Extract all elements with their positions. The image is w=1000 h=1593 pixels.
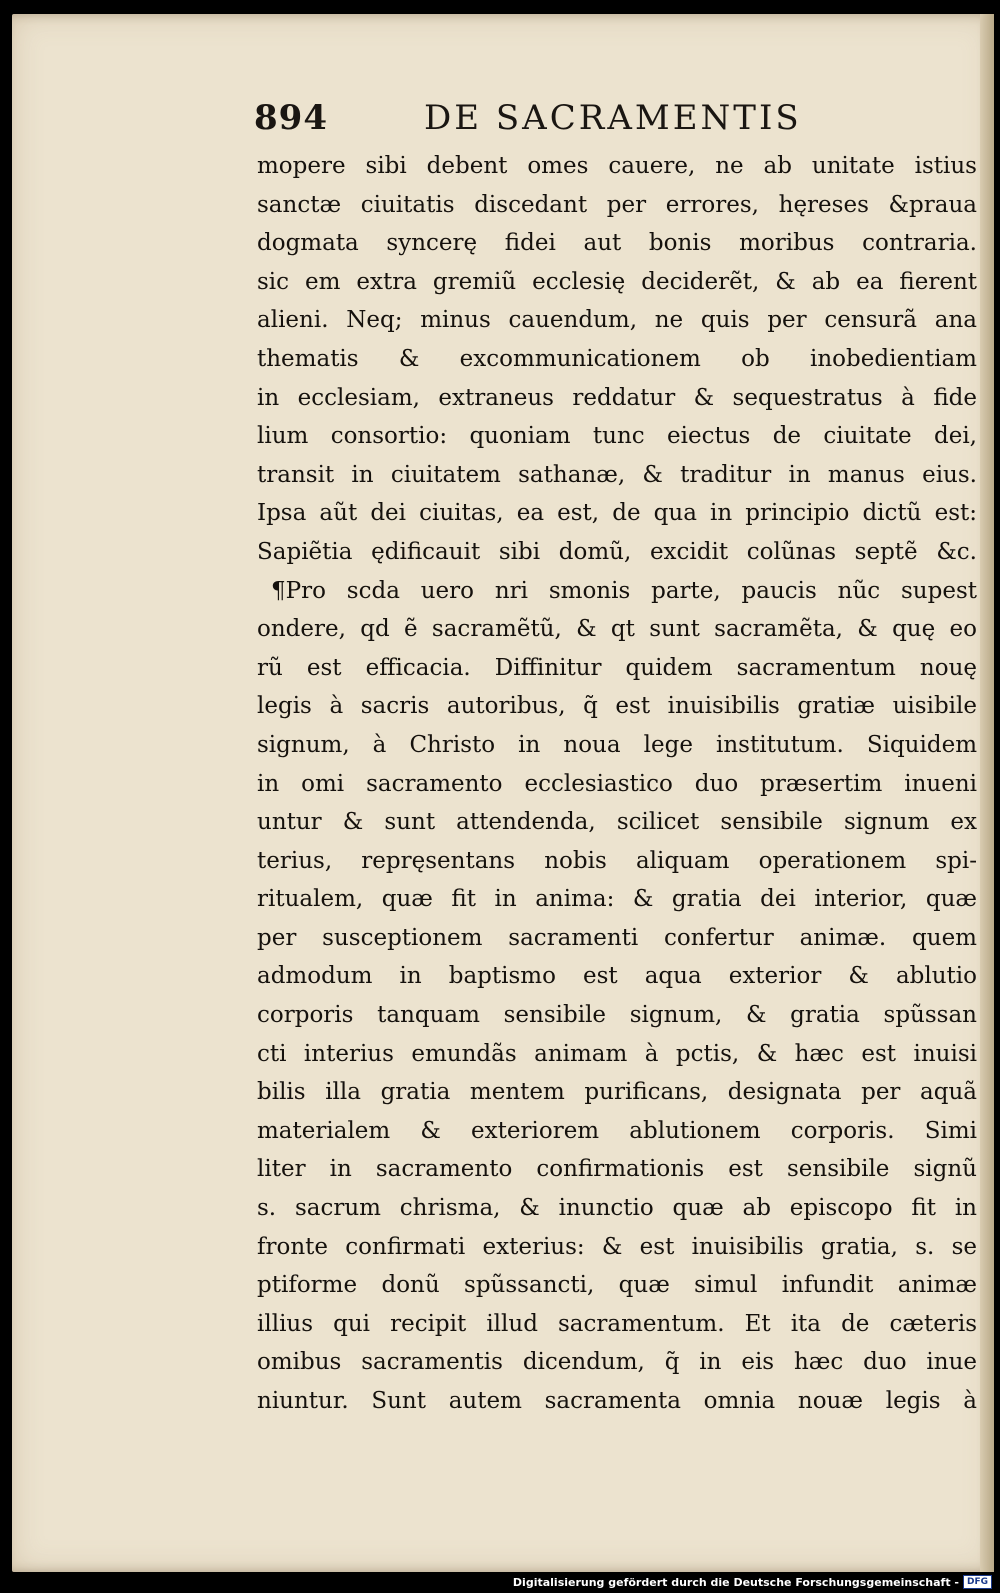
text-line: ritualem, quæ fit in anima: & gratia dei interior, quæ — [257, 886, 977, 913]
text-line: niuntur. Sunt autem sacramenta omnia nouæ legis à — [257, 1388, 977, 1414]
text-line: signum, à Christo in noua lege institutum. Siquidem — [257, 731, 977, 758]
text-line: materialem & exteriorem ablutionem corporis. Simi — [257, 1117, 977, 1144]
text-line: mopere sibi debent omes cauere, ne ab unitate istius — [257, 153, 977, 179]
page-gutter — [980, 14, 994, 1572]
text-line: ondere, qd ẽ sacramẽtũ, & qt sunt sacramẽta, & quę eo — [257, 616, 977, 643]
text-line: in omi sacramento ecclesiastico duo præsertim inueni — [257, 770, 977, 797]
text-line: per susceptionem sacramenti confertur animæ. quem — [257, 924, 977, 951]
text-line: illius qui recipit illud sacramentum. Et ita de cæteris — [257, 1310, 977, 1337]
text-line: terius, repręsentans nobis aliquam operationem spi- — [257, 847, 977, 874]
text-line: admodum in baptismo est aqua exterior & ablutio — [257, 963, 977, 990]
text-line: legis à sacris autoribus, q̃ est inuisibilis gratiæ uisibile — [257, 693, 977, 720]
page-title: DE SACRAMENTIS — [424, 98, 802, 138]
body-text — [257, 147, 977, 1421]
text-line: fronte confirmati exterius: & est inuisibilis gratia, s. se — [257, 1233, 977, 1260]
dfg-logo-icon: DFG — [963, 1575, 992, 1589]
text-line: in ecclesiam, extraneus reddatur & sequestratus à fide — [257, 384, 977, 411]
page-number: 894 — [254, 98, 328, 138]
text-line: thematis & excommunicationem ob inobedientiam — [257, 345, 977, 372]
book-page — [12, 14, 994, 1572]
text-line: omibus sacramentis dicendum, q̃ in eis hæc duo inue — [257, 1349, 977, 1376]
digitization-credit — [513, 1573, 992, 1591]
text-line: alieni. Neq; minus cauendum, ne quis per censurã ana — [257, 307, 977, 334]
paragraph-start-line: ¶Pro scda uero nri smonis parte, paucis nũc supest — [271, 577, 977, 604]
text-line: rũ est efficacia. Diffinitur quidem sacramentum nouę — [257, 654, 977, 681]
text-line: untur & sunt attendenda, scilicet sensibile signum ex — [257, 809, 977, 836]
running-head — [254, 90, 854, 150]
text-line: dogmata syncerę fidei aut bonis moribus contraria. — [257, 230, 977, 257]
text-line: lium consortio: quoniam tunc eiectus de ciuitate dei, — [257, 423, 977, 450]
credit-text: Digitalisierung gefördert durch die Deutsche Forschungsgemeinschaft - — [512, 1575, 959, 1589]
text-line: ptiforme donũ spũssancti, quæ simul infundit animæ — [257, 1272, 977, 1299]
text-line: transit in ciuitatem sathanæ, & traditur in manus eius. — [257, 461, 977, 488]
text-line: Sapiẽtia ędificauit sibi domũ, excidit colũnas septẽ &c. — [257, 538, 977, 565]
text-line: corporis tanquam sensibile signum, & gratia spũssan — [257, 1002, 977, 1029]
text-line: s. sacrum chrisma, & inunctio quæ ab episcopo fit in — [257, 1195, 977, 1222]
text-line: Ipsa aũt dei ciuitas, ea est, de qua in principio dictũ est: — [257, 500, 977, 527]
text-line: sic em extra gremiũ ecclesię deciderẽt, & ab ea fierent — [257, 268, 977, 295]
text-line: cti interius emundãs animam à pctis, & hæc est inuisi — [257, 1040, 977, 1067]
text-line: liter in sacramento confirmationis est sensibile signũ — [257, 1156, 977, 1183]
text-line: sanctæ ciuitatis discedant per errores, hęreses &praua — [257, 191, 977, 218]
text-line: bilis illa gratia mentem purificans, designata per aquã — [257, 1079, 977, 1106]
